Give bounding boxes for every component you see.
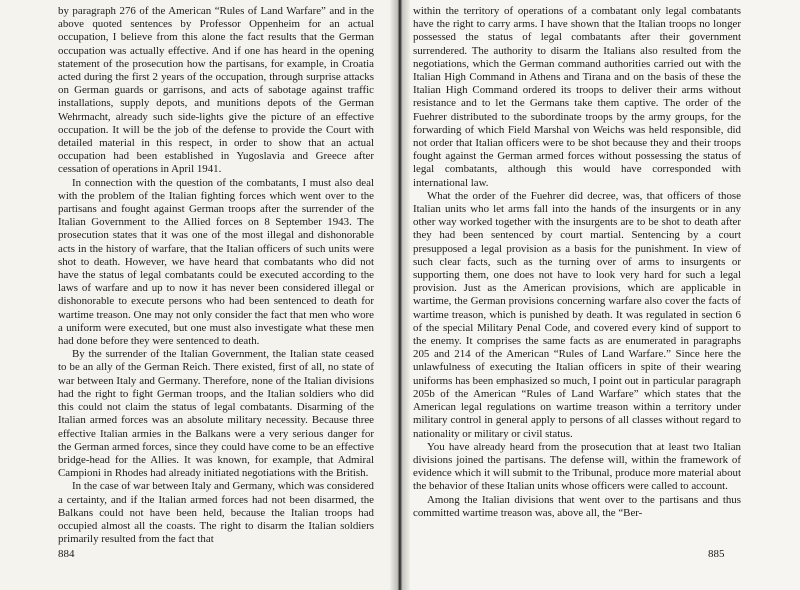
- right-page: [403, 0, 800, 590]
- left-page: [0, 0, 397, 590]
- page-number: 884: [58, 548, 75, 560]
- right-page-text: [413, 5, 741, 520]
- paragraph: In the case of war between Italy and Germany, which was considered a certainty, and if the Italian armed forces had not been disarmed, the Balkans could not have been held, because the Italian troops had occupied almost all the coasts. The right to disarm the Italian soldiers primarily resulted from the fact that: [58, 480, 374, 546]
- paragraph: In connection with the question of the combatants, I must also deal with the problem of the Italian fighting forces which went over to the partisans and fought against German troops after the surrender of the Italian Government to the Allied forces on 8 September 1943. The prosecution states that it was one of the most illegal and dishonorable acts in the history of warfare, that the Italian officers of such units were shot to death. However, we have heard that combatants who did not have the status of legal combatants could be executed according to the laws of warfare and up to now it has never been considered illegal or dishonorable to execute persons who had been sentenced to death for wartime treason. One may not only consider the fact that men who wore a uniform were executed, but one must also investigate what these men had done before they were sentenced to death.: [58, 176, 374, 348]
- paragraph: What the order of the Fuehrer did decree, was, that officers of those Italian units who let arms fall into the hands of the insurgents or in any other way worked together with the insurgents are to be shot to death after they had been sentenced by court martial. Sentencing by a court presupposed a legal provision as a basis for the punishment. In view of such clear facts, such as the turning over of arms to insurgents or supporting them, one does not have to look very hard for such a legal provision. Just as the American provisions, which are applicable in wartime, the German provisions concerning warfare also cover the facts of wartime treason, which is punished by death. It was regulated in section 6 of the special Military Penal Code, and covered every kind of support to the enemy. It comprises the same facts as are enumerated in paragraphs 205 and 214 of the American “Rules of Land Warfare.” Since here the unlawfulness of executing the Italian officers in spite of their wearing uniforms has been emphasized so much, I point out in particular paragraph 205b of the American “Rules of Land Warfare” which states that the American legal regulations on wartime treason within a territory under military control in general apply to persons of all classes without regard to nationality or military or civil status.: [413, 189, 741, 440]
- paragraph: By the surrender of the Italian Government, the Italian state ceased to be an ally of the German Reich. There existed, first of all, no state of war between Italy and Germany. Therefore, none of the Italian divisions had the right to fight German troops, and the Italian soldiers who did this could not claim the status of legal combatants. Disarming of the Italian armed forces was an absolute military necessity. Because three effective Italian armies in the Balkans were a very serious danger for the German armed forces, since they could have come to be an effective bridge-head for the Allies. It was known, for example, that Admiral Campioni in Rhodes had already initiated negotiations with the British.: [58, 348, 374, 480]
- paragraph: Among the Italian divisions that went over to the partisans and thus committed wartime treason was, above all, the “Ber-: [413, 493, 741, 519]
- left-page-text: [58, 5, 374, 546]
- paragraph: You have already heard from the prosecution that at least two Italian divisions joined the partisans. The defense will, within the framework of evidence which it will submit to the Tribunal, produce more material about the behavior of these Italian units whose officers were called to account.: [413, 440, 741, 493]
- paragraph: within the territory of operations of a combatant only legal combatants have the right to carry arms. I have shown that the Italian troops no longer possessed the status of legal combatants after their government surrendered. The authority to disarm the Italians also resulted from the negotiations, which the German command authorities carried out with the Italian High Command in Athens and Tirana and on the basis of these the Italian High Command ordered its troops to deliver their arms without resistance and to let the Germans take them captive. The order of the Fuehrer distributed to the subordinate troops by the army groups, for the forwarding of which Field Marshal von Weichs was held responsible, did not order that Italian officers were to be shot because they and their troops fought against the German armed forces without possessing the status of legal combatants, although this would have corresponded with international law.: [413, 5, 741, 189]
- book-gutter: [390, 0, 410, 590]
- page-number: 885: [708, 548, 725, 560]
- paragraph: by paragraph 276 of the American “Rules of Land Warfare” and in the above quoted sentences by Professor Oppenheim for an actual occupation, I believe from this alone the fact results that the German occupation was actually effective. And if one has heard in the opening statement of the prosecution how the partisans, for example, in Croatia acted during the first 2 years of the occupation, through surprise attacks on German guards or garrisons, and acts of sabotage against traffic installations, supply depots, and munitions depots of the German Wehrmacht, already such side-lights give the picture of an effective occupation. It will be the job of the defense to provide the Court with detailed material in this respect, in order to show that an actual occupation had been established in Yugoslavia and Greece after cessation of operations in April 1941.: [58, 5, 374, 176]
